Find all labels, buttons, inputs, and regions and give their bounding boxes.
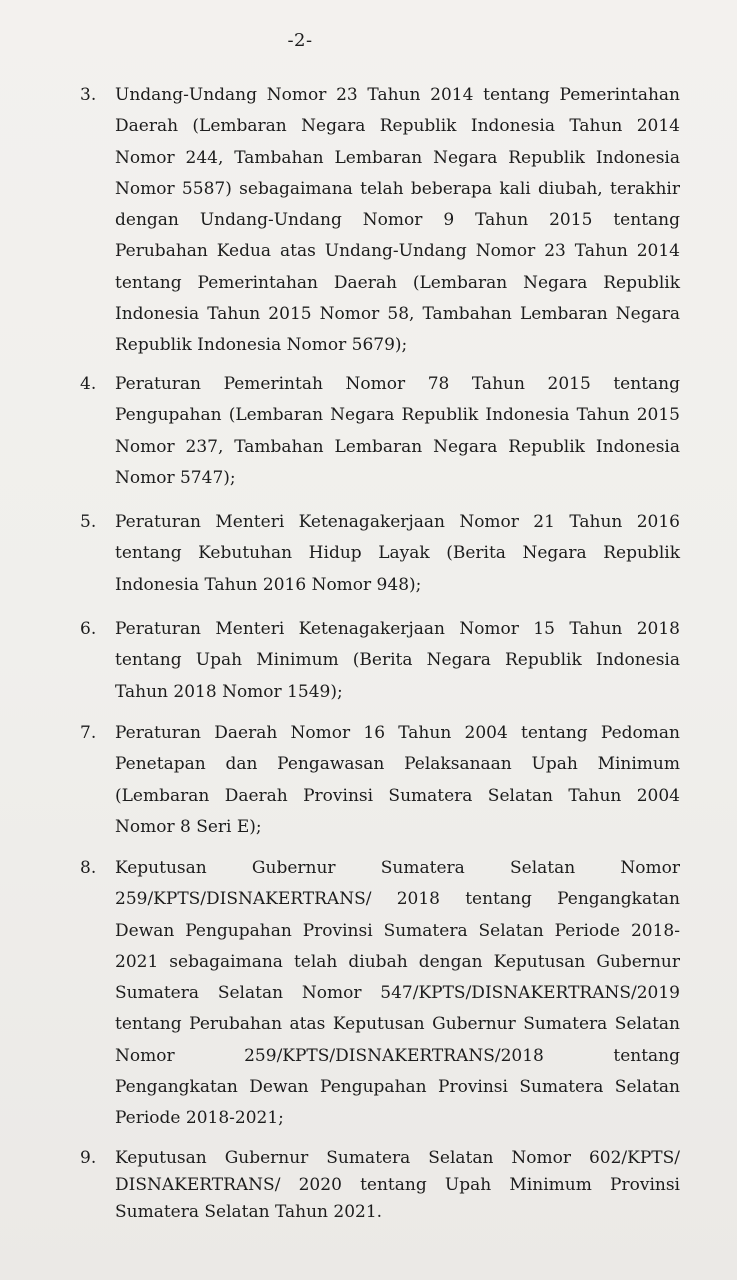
- list-item-number: 7.: [80, 723, 97, 743]
- list-item: [80, 80, 680, 362]
- list-item-number: 6.: [80, 619, 97, 639]
- list-item-text: Peraturan Menteri Ketenagakerjaan Nomor 15 Tahun 2018 tentang Upah Minimum (Berita Negara Republik Indonesia Tahun 2018 Nomor 1549);: [115, 619, 680, 702]
- list-item-text: Peraturan Daerah Nomor 16 Tahun 2004 tentang Pedoman Penetapan dan Pengawasan Pelaksanaan Upah Minimum (Lembaran Daerah Provinsi Sumatera Selatan Tahun 2004 Nomor 8 Seri E);: [115, 723, 680, 837]
- page-number: -2-: [287, 30, 313, 51]
- list-item-number: 3.: [80, 85, 97, 105]
- list-item: [80, 853, 680, 1135]
- list-item-number: 9.: [80, 1148, 97, 1168]
- list-item-number: 4.: [80, 374, 97, 394]
- list-item: [80, 1145, 680, 1226]
- list-item: [80, 369, 680, 494]
- list-item-text: Undang-Undang Nomor 23 Tahun 2014 tentang Pemerintahan Daerah (Lembaran Negara Republik Indonesia Tahun 2014 Nomor 244, Tambahan Lembaran Negara Republik Indonesia Nomor 5587) sebagaimana telah beberapa kali diubah, terakhir dengan Undang-Undang Nomor 9 Tahun 2015 tentang Perubahan Kedua atas Undang-Undang Nomor 23 Tahun 2014 tentang Pemerintahan Daerah (Lembaran Negara Republik Indonesia Tahun 2015 Nomor 58, Tambahan Lembaran Negara Republik Indonesia Nomor 5679);: [115, 85, 680, 356]
- list-item: [80, 718, 680, 843]
- list-item: [80, 614, 680, 708]
- list-item-text: Keputusan Gubernur Sumatera Selatan Nomor 259/KPTS/DISNAKERTRANS/ 2018 tentang Pengangkatan Dewan Pengupahan Provinsi Sumatera Selatan Periode 2018-2021 sebagaimana telah diubah dengan Keputusan Gubernur Sumatera Selatan Nomor 547/KPTS/DISNAKERTRANS/2019 tentang Perubahan atas Keputusan Gubernur Sumatera Selatan Nomor 259/KPTS/DISNAKERTRANS/2018 tentang Pengangkatan Dewan Pengupahan Provinsi Sumatera Selatan Periode 2018-2021;: [115, 858, 680, 1129]
- list-item-number: 8.: [80, 858, 97, 878]
- list-item-text: Peraturan Menteri Ketenagakerjaan Nomor 21 Tahun 2016 tentang Kebutuhan Hidup Layak (Berita Negara Republik Indonesia Tahun 2016 Nomor 948);: [115, 512, 680, 595]
- list-item-text: Keputusan Gubernur Sumatera Selatan Nomor 602/KPTS/ DISNAKERTRANS/ 2020 tentang Upah Minimum Provinsi Sumatera Selatan Tahun 2021.: [115, 1148, 680, 1222]
- list-item-text: Peraturan Pemerintah Nomor 78 Tahun 2015 tentang Pengupahan (Lembaran Negara Republik Indonesia Tahun 2015 Nomor 237, Tambahan Lembaran Negara Republik Indonesia Nomor 5747);: [115, 374, 680, 488]
- list-item-number: 5.: [80, 512, 97, 532]
- list-item: [80, 507, 680, 601]
